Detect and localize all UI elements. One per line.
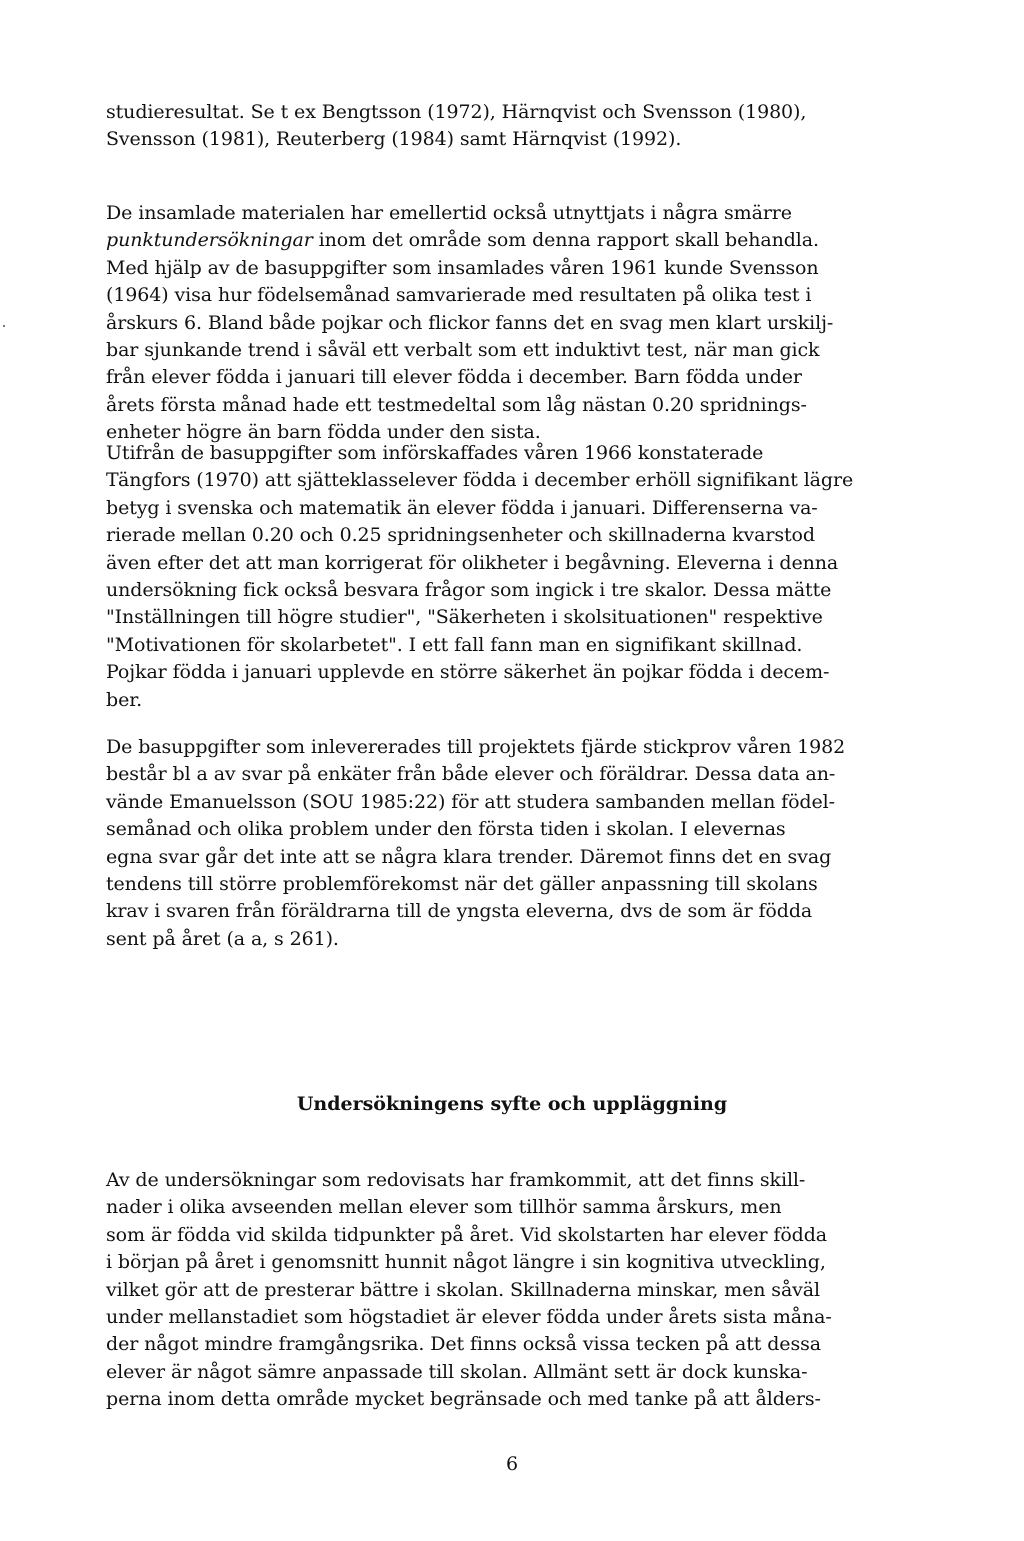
text-line: vilket gör att de presterar bättre i skolan. Skillnaderna minskar, men såväl bbox=[106, 1278, 821, 1301]
text-line: egna svar går det inte att se några klara trender. Däremot finns det en svag bbox=[106, 845, 832, 868]
text-fragment: inom det område som denna rapport skall behandla. bbox=[312, 229, 819, 252]
text-line: der något mindre framgångsrika. Det finns också vissa tecken på att dessa bbox=[106, 1333, 821, 1356]
text-line: i början på året i genomsnitt hunnit något längre i sin kognitiva utveckling, bbox=[106, 1251, 826, 1274]
text-line: tendens till större problemförekomst när det gäller anpassning till skolans bbox=[106, 873, 818, 896]
text-line: elever är något sämre anpassade till skolan. Allmänt sett är dock kunska- bbox=[106, 1360, 808, 1383]
text-line: Utifrån de basuppgifter som införskaffades våren 1966 konstaterade bbox=[106, 442, 764, 464]
paragraph-5 bbox=[106, 1167, 900, 1414]
section-heading: Undersökningens syfte och uppläggning bbox=[296, 1093, 728, 1115]
text-line: från elever födda i januari till elever födda i december. Barn födda under bbox=[106, 366, 802, 389]
paragraph-1 bbox=[106, 99, 900, 154]
text-line: undersökning fick också besvara frågor som ingick i tre skalor. Dessa mätte bbox=[106, 579, 832, 602]
scan-speck bbox=[3, 325, 5, 327]
italic-term: punktundersökningar bbox=[106, 229, 313, 252]
text-line bbox=[106, 227, 900, 254]
text-line: Med hjälp av de basuppgifter som insamlades våren 1961 kunde Svensson bbox=[106, 256, 819, 279]
text-line: sent på året (a a, s 261). bbox=[106, 927, 339, 950]
text-line: perna inom detta område mycket begränsade och med tanke på att ålders- bbox=[106, 1388, 821, 1411]
text-line: ber. bbox=[106, 688, 143, 711]
paragraph-2 bbox=[106, 200, 900, 447]
text-line: "Motivationen för skolarbetet". I ett fall fann man en signifikant skillnad. bbox=[106, 633, 803, 656]
text-line: Tängfors (1970) att sjätteklasselever födda i december erhöll signifikant lägre bbox=[106, 469, 854, 492]
text-line: De insamlade materialen har emellertid också utnyttjats i några smärre bbox=[106, 202, 792, 224]
text-line: "Inställningen till högre studier", "Säkerheten i skolsituationen" respektive bbox=[106, 606, 823, 629]
text-line: enheter högre än barn födda under den sista. bbox=[106, 421, 541, 444]
paragraph-4 bbox=[106, 734, 900, 953]
text-line: De basuppgifter som inlevererades till projektets fjärde stickprov våren 1982 bbox=[106, 736, 846, 758]
text-line: årskurs 6. Bland både pojkar och flickor fanns det en svag men klart urskilj- bbox=[106, 311, 834, 334]
text-line: Pojkar födda i januari upplevde en större säkerhet än pojkar födda i decem- bbox=[106, 661, 830, 684]
text-line: rierade mellan 0.20 och 0.25 spridningsenheter och skillnaderna kvarstod bbox=[106, 524, 815, 547]
paragraph-3 bbox=[106, 440, 900, 714]
text-line: under mellanstadiet som högstadiet är elever födda under årets sista måna- bbox=[106, 1306, 832, 1329]
text-line: årets första månad hade ett testmedeltal som låg nästan 0.20 spridnings- bbox=[106, 393, 807, 416]
text-line: nader i olika avseenden mellan elever som tillhör samma årskurs, men bbox=[106, 1196, 782, 1219]
text-line: bar sjunkande trend i såväl ett verbalt som ett induktivt test, när man gick bbox=[106, 339, 820, 362]
text-line: krav i svaren från föräldrarna till de yngsta eleverna, dvs de som är födda bbox=[106, 900, 813, 923]
text-line: studieresultat. Se t ex Bengtsson (1972), Härnqvist och Svensson (1980), bbox=[106, 101, 807, 123]
text-line: semånad och olika problem under den första tiden i skolan. I elevernas bbox=[106, 818, 786, 841]
text-line: (1964) visa hur födelsemånad samvarierade med resultaten på olika test i bbox=[106, 284, 812, 307]
text-line: även efter det att man korrigerat för olikheter i begåvning. Eleverna i denna bbox=[106, 551, 839, 574]
text-line: som är födda vid skilda tidpunkter på året. Vid skolstarten har elever födda bbox=[106, 1223, 828, 1246]
text-line: består bl a av svar på enkäter från både elever och föräldrar. Dessa data an- bbox=[106, 763, 836, 786]
text-line: betyg i svenska och matematik än elever födda i januari. Differenserna va- bbox=[106, 496, 818, 519]
text-line: vände Emanuelsson (SOU 1985:22) för att studera sambanden mellan födel- bbox=[106, 790, 835, 813]
text-line: Svensson (1981), Reuterberg (1984) samt Härnqvist (1992). bbox=[106, 128, 682, 151]
page-number: 6 bbox=[505, 1453, 519, 1475]
text-line: Av de undersökningar som redovisats har framkommit, att det finns skill- bbox=[106, 1169, 806, 1191]
